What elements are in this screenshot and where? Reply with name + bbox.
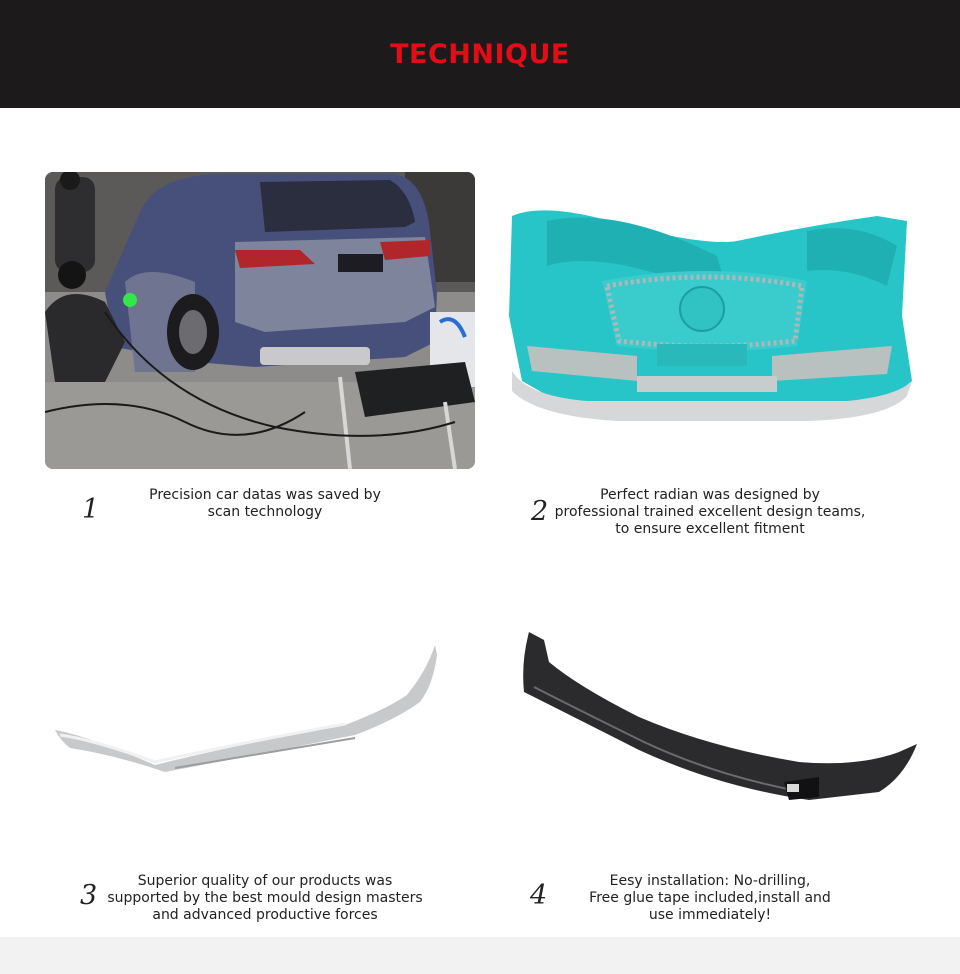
footer-band	[0, 937, 960, 974]
caption-line: use immediately!	[648, 907, 772, 923]
caption-line: and advanced productive forces	[152, 907, 378, 923]
caption-line: Eesy installation: No-drilling,	[609, 873, 811, 889]
caption-line: Free glue tape included,install and	[589, 890, 831, 906]
caption-line: Precision car datas was saved by	[149, 487, 381, 503]
lip-mould-silver	[55, 640, 437, 775]
caption-line: Perfect radian was designed by	[600, 487, 820, 503]
caption-line: Superior quality of our products was	[137, 873, 393, 889]
step-number-2: 2	[531, 496, 549, 527]
step-caption-2	[540, 487, 880, 538]
caption-line: to ensure excellent fitment	[615, 521, 805, 537]
bumper-3d-scan	[507, 196, 915, 426]
step-caption-1	[125, 487, 405, 521]
step-number-3: 3	[80, 880, 98, 911]
page-title: TECHNIQUE	[390, 38, 570, 70]
header-banner	[0, 0, 960, 108]
lip-carbon-black	[519, 632, 919, 804]
caption-line: supported by the best mould design masters	[107, 890, 423, 906]
step-caption-3	[95, 873, 435, 924]
step-caption-4	[570, 873, 850, 924]
step-number-4: 4	[530, 880, 548, 911]
scan-photo	[45, 172, 475, 469]
caption-line: scan technology	[207, 504, 323, 520]
caption-line: professional trained excellent design teams,	[554, 504, 866, 520]
step-number-1: 1	[82, 494, 100, 525]
